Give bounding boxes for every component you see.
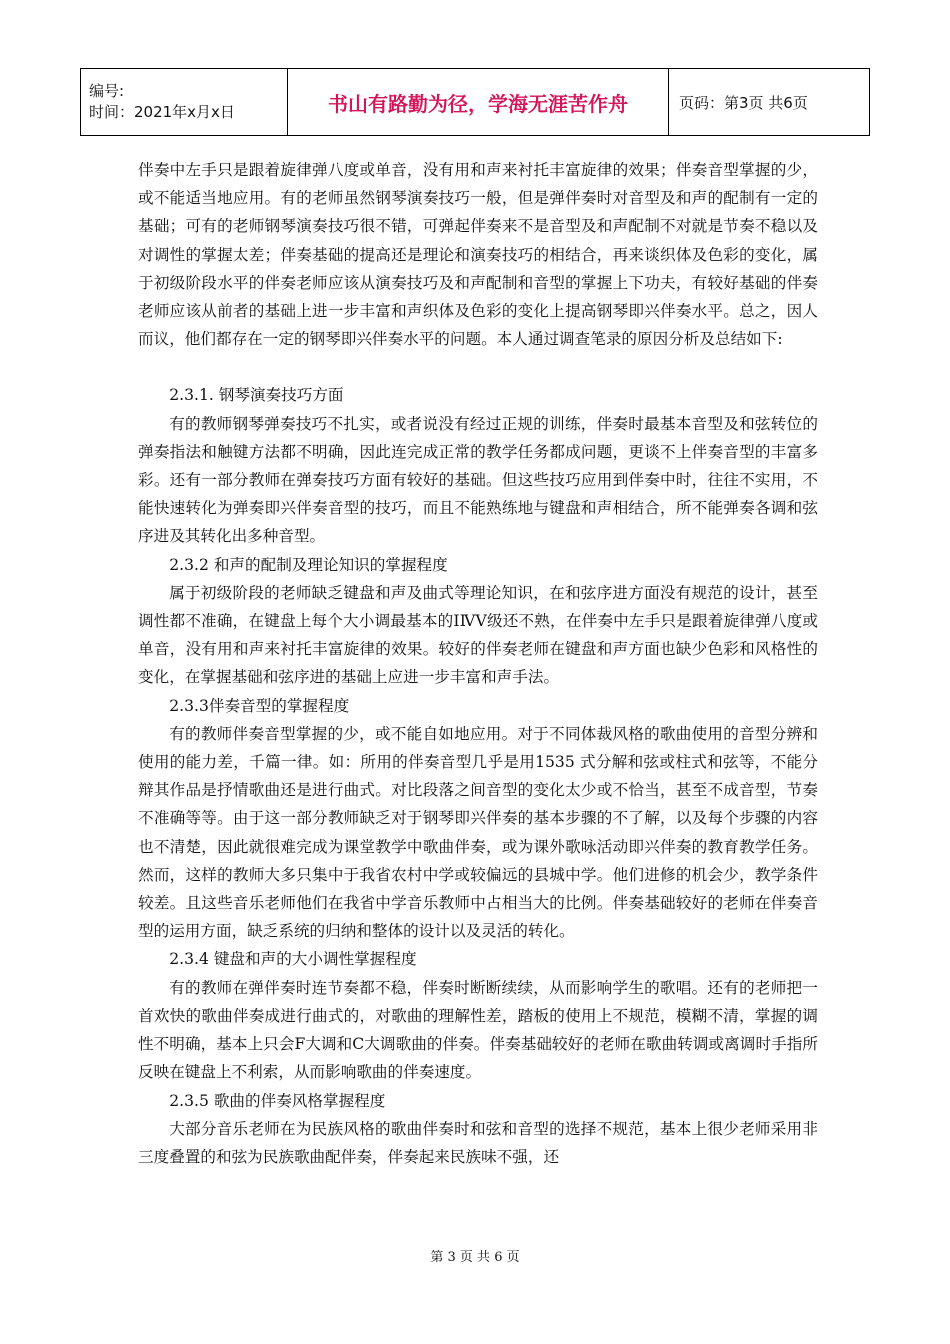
page-footer: 第 3 页 共 6 页 xyxy=(430,1250,520,1265)
body-paragraph: 伴奏中左手只是跟着旋律弹八度或单音，没有用和声来衬托丰富旋律的效果；伴奏音型掌握的少，或不能适当地应用。有的老师虽然钢琴演奏技巧一般，但是弹伴奏时对音型及和声的配制有一定的基础；可有的老师钢琴演奏技巧很不错，可弹起伴奏来不是音型及和声配制不对就是节奏不稳以及对调性的掌握太差；伴奏基础的提高还是理论和演奏技巧的相结合，再来谈织体及色彩的变化，属于初级阶段水平的伴奏老师应该从演奏技巧及和声配制和音型的掌握上下功夫，有较好基础的伴奏老师应该从前者的基础上进一步丰富和声织体及色彩的变化上提高钢琴即兴伴奏水平。总之，因人而议，他们都存在一定的钢琴即兴伴奏水平的问题。本人通过调查笔录的原因分析及总结如下: xyxy=(138,161,818,349)
body-paragraph: 大部分音乐老师在为民族风格的歌曲伴奏时和弦和音型的选择不规范，基本上很少老师采用非三度叠置的和弦为民族歌曲配伴奏，伴奏起来民族味不强，还 xyxy=(138,1119,818,1166)
document-number-label: 编号: xyxy=(89,82,125,100)
section-heading-2-3-4: 2.3.4 键盘和声的大小调性掌握程度 xyxy=(169,950,417,969)
document-body xyxy=(138,156,818,1171)
body-paragraph: 有的教师伴奏音型掌握的少，或不能自如地应用。对于不同体裁风格的歌曲使用的音型分辨和使用的能力差，千篇一律。如：所用的伴奏音型几乎是用1535 式分解和弦或柱式和弦等，不能分辩其作品是抒情歌曲还是进行曲式。对比段落之间音型的变化太少或不恰当，甚至不成音型，节奏不准确等等。由于这一部分教师缺乏对于钢琴即兴伴奏的基本步骤的不了解，以及每个步骤的内容也不清楚，因此就很难完成为课堂教学中歌曲伴奏，或为课外歌咏活动即兴伴奏的教育教学任务。然而，这样的教师大多只集中于我省农村中学或较偏远的县城中学。他们进修的机会少，教学条件较差。且这些音乐老师他们在我省中学音乐教师中占相当大的比例。伴奏基础较好的老师在伴奏音型的运用方面，缺乏系统的归纳和整体的设计以及灵活的转化。 xyxy=(138,724,818,941)
body-paragraph: 有的教师钢琴弹奏技巧不扎实，或者说没有经过正规的训练，伴奏时最基本音型及和弦转位的弹奏指法和触键方法都不明确，因此连完成正常的教学任务都成问题，更谈不上伴奏音型的丰富多彩。还有一部分教师在弹奏技巧方面有较好的基础。但这些技巧应用到伴奏中时，往往不实用，不能快速转化为弹奏即兴伴奏音型的技巧，而且不能熟练地与键盘和声相结合，所不能弹奏各调和弦序进及其转化出多种音型。 xyxy=(138,414,818,546)
section-heading-2-3-5: 2.3.5 歌曲的伴奏风格掌握程度 xyxy=(169,1091,386,1110)
body-paragraph: 属于初级阶段的老师缺乏键盘和声及曲式等理论知识，在和弦序进方面没有规范的设计，甚至调性都不准确，在键盘上每个大小调最基本的ⅠⅣⅤ级还不熟，在伴奏中左手只是跟着旋律弹八度或单音，没有用和声来衬托丰富旋律的效果。较好的伴奏老师在键盘和声方面也缺少色彩和风格性的变化，在掌握基础和弦序进的基础上应进一步丰富和声手法。 xyxy=(138,583,818,687)
document-header xyxy=(80,68,870,136)
section-heading-2-3-1: 2.3.1. 钢琴演奏技巧方面 xyxy=(169,386,344,405)
section-heading-2-3-3: 2.3.3伴奏音型的掌握程度 xyxy=(169,696,350,715)
header-page-info: 页码：第3页 共6页 xyxy=(669,69,870,136)
body-paragraph: 有的教师在弹伴奏时连节奏都不稳，伴奏时断断续续，从而影响学生的歌唱。还有的老师把一首欢快的歌曲伴奏成进行曲式的，对歌曲的理解性差，踏板的使用上不规范，模糊不清，掌握的调性不明确，基本上只会F大调和C大调歌曲的伴奏。伴奏基础较好的老师在歌曲转调或离调时手指所反映在键盘上不利索，从而影响歌曲的伴奏速度。 xyxy=(138,978,818,1082)
header-meta-cell xyxy=(81,69,288,136)
header-motto: 书山有路勤为径，学海无涯苦作舟 xyxy=(288,69,669,136)
document-time-label: 时间：2021年x月x日 xyxy=(89,103,235,121)
section-heading-2-3-2: 2.3.2 和声的配制及理论知识的掌握程度 xyxy=(169,555,448,574)
paragraph-spacer xyxy=(138,353,818,381)
